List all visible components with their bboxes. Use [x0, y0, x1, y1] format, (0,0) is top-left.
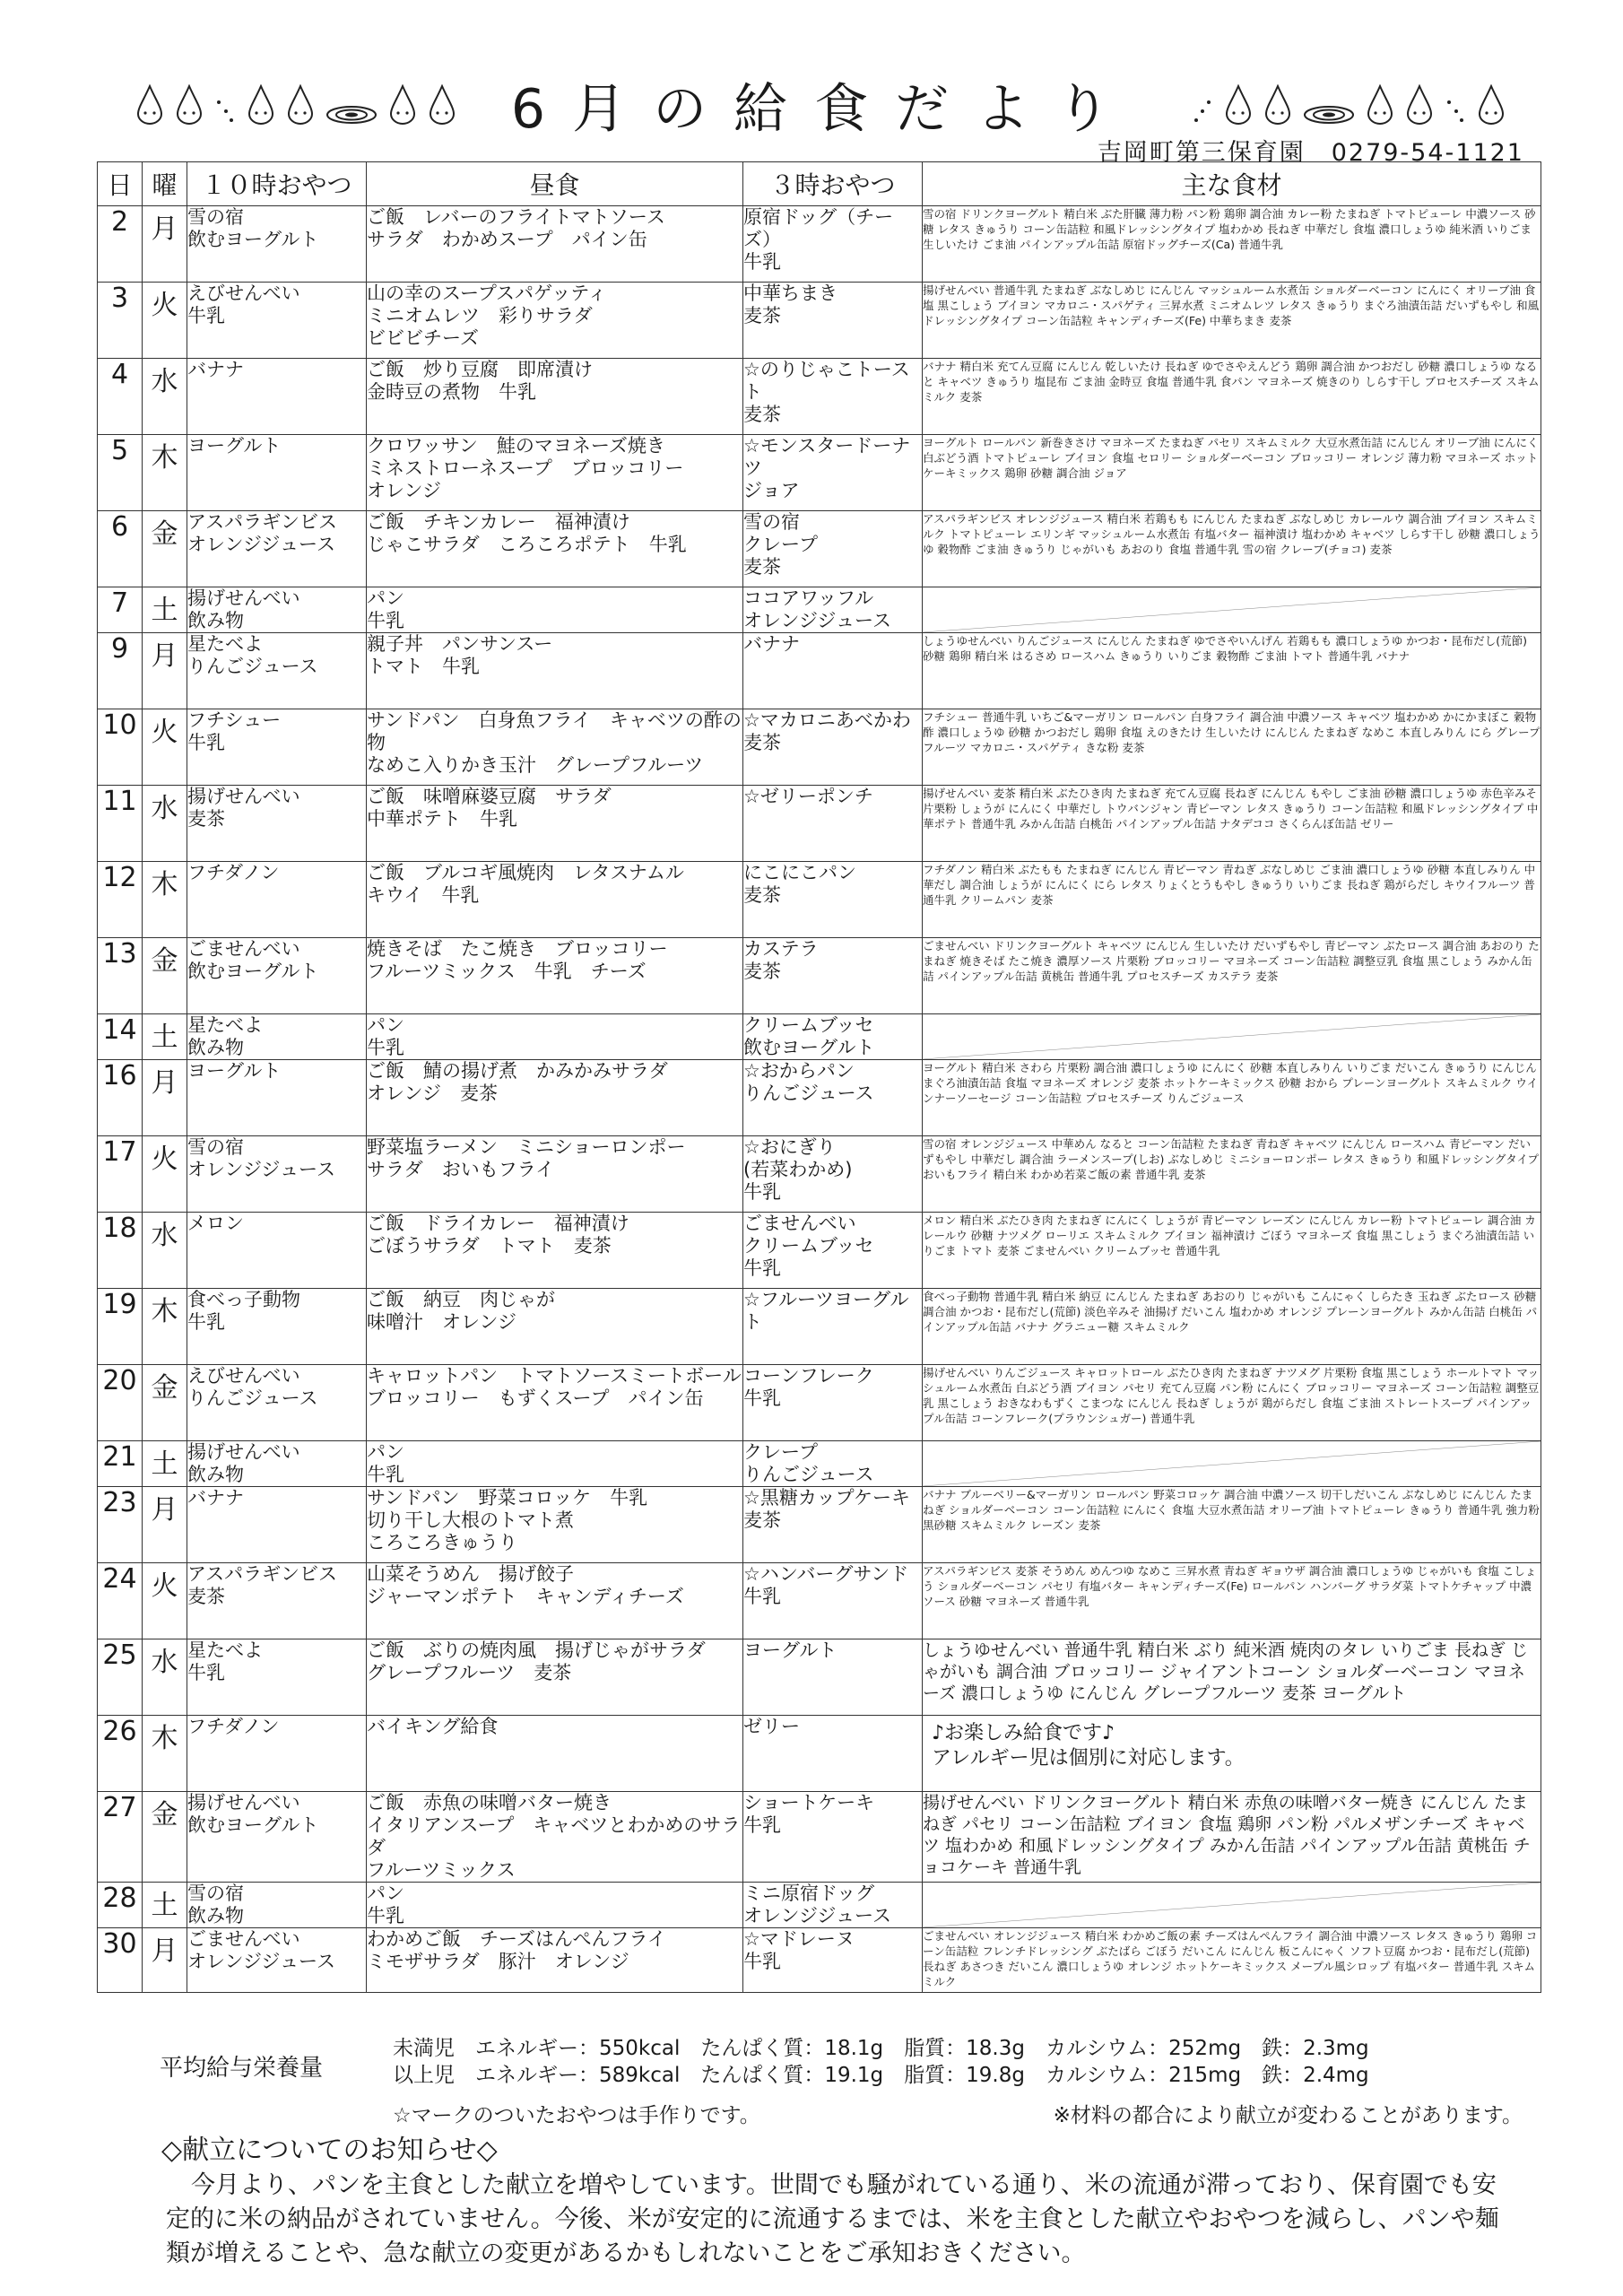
snack-pm-cell: ☆おにぎり (若菜わかめ) 牛乳	[743, 1136, 923, 1213]
day: 26	[98, 1716, 143, 1792]
snack-pm-cell: 原宿ドッグ（チーズ） 牛乳	[743, 206, 923, 283]
snack-am-cell: アスパラギンビス 麦茶	[187, 1563, 367, 1639]
snack-pm-cell: ☆モンスタードーナツ ジョア	[743, 435, 923, 511]
nutrition-block	[97, 2033, 1541, 2094]
table-row	[98, 1289, 1541, 1365]
ingredients-cell: ♪お楽しみ給食です♪ アレルギー児は個別に対応します。	[923, 1716, 1541, 1792]
table-row	[98, 587, 1541, 633]
ingredients-cell: ごませんべい ドリンクヨーグルト キャベツ にんじん 生しいたけ だいずもやし 青ピーマン ぶたロース 調合油 あおのり たまねぎ 焼きそば たこ焼き 濃厚ソース 片栗粉 ブロッコリー マヨネーズ コーン缶詰粒 調整豆乳 食塩 黒こしょう みかん缶詰 パインアップル缶詰 黄桃缶 普通牛乳 プロセスチーズ カステラ 麦茶	[923, 938, 1541, 1014]
lunch-cell: 親子丼 パンサンスー トマト 牛乳	[367, 633, 743, 709]
snack-pm-cell: ☆ゼリーポンチ	[743, 786, 923, 862]
header-snack-pm: ３時おやつ	[743, 162, 923, 206]
lunch-cell: ご飯 炒り豆腐 即席漬け 金時豆の煮物 牛乳	[367, 359, 743, 435]
header-dow: 曜	[143, 162, 187, 206]
lunch-cell: ご飯 鯖の揚げ煮 かみかみサラダ オレンジ 麦茶	[367, 1060, 743, 1136]
drop-face-icon	[1476, 84, 1506, 126]
dow: 月	[143, 633, 187, 709]
lunch-cell: ご飯 ブルコギ風焼肉 レタスナムル キウイ 牛乳	[367, 862, 743, 938]
lunch-cell: ご飯 味噌麻婆豆腐 サラダ 中華ポテト 牛乳	[367, 786, 743, 862]
header-lunch: 昼食	[367, 162, 743, 206]
snack-am-cell: ごませんべい 飲むヨーグルト	[187, 938, 367, 1014]
lunch-cell: キャロットパン トマトソースミートボール ブロッコリー もずくスープ パイン缶	[367, 1365, 743, 1441]
lunch-cell: ご飯 レバーのフライトマトソース サラダ わかめスープ パイン缶	[367, 206, 743, 283]
day: 13	[98, 938, 143, 1014]
day: 12	[98, 862, 143, 938]
table-row	[98, 1792, 1541, 1883]
table-row	[98, 862, 1541, 938]
snack-pm-cell: にこにこパン 麦茶	[743, 862, 923, 938]
day: 19	[98, 1289, 143, 1365]
snack-pm-cell: ココアワッフル オレンジジュース	[743, 587, 923, 633]
snack-am-cell: 雪の宿 飲み物	[187, 1883, 367, 1928]
day: 11	[98, 786, 143, 862]
day: 7	[98, 587, 143, 633]
snack-am-cell: アスパラギンビス オレンジジュース	[187, 511, 367, 587]
drop-face-icon	[1404, 84, 1435, 126]
lunch-cell: パン 牛乳	[367, 1441, 743, 1487]
sparkle-dots-icon	[213, 84, 237, 126]
notice-title: ◇献立についてのお知らせ◇	[161, 2135, 498, 2166]
dow: 火	[143, 283, 187, 359]
nutrition-values	[393, 2035, 1369, 2089]
nutrition-under: 未満児 エネルギー：550kcal たんぱく質：18.1g 脂質：18.3g カルシウム：252mg 鉄：2.3mg	[393, 2037, 1369, 2060]
day: 10	[98, 709, 143, 786]
lunch-cell: サンドパン 白身魚フライ キャベツの酢の物 なめこ入りかき玉汁 グレープフルーツ	[367, 709, 743, 786]
ingredients-cell: 揚げせんべい 麦茶 精白米 ぶたひき肉 たまねぎ 充てん豆腐 長ねぎ にんじん もやし ごま油 砂糖 濃口しょうゆ 赤色辛みそ 片栗粉 しょうが にんにく 中華だし トウバンジャン 青ピーマン レタス きゅうり コーン缶詰粒 和風ドレッシングタイプ 中華ポテト 普通牛乳 みかん缶詰 白桃缶 パインアップル缶詰 ナタデココ さくらんぼ缶詰 ゼリー	[923, 786, 1541, 862]
snack-pm-cell: ☆ハンバーグサンド 牛乳	[743, 1563, 923, 1639]
lunch-cell: パン 牛乳	[367, 587, 743, 633]
empty-ingredients-cell	[923, 587, 1541, 633]
snack-am-cell: えびせんべい りんごジュース	[187, 1365, 367, 1441]
snack-pm-cell: ショートケーキ 牛乳	[743, 1792, 923, 1883]
lunch-cell: クロワッサン 鮭のマヨネーズ焼き ミネストローネスープ ブロッコリー オレンジ	[367, 435, 743, 511]
lunch-cell: ご飯 納豆 肉じゃが 味噌汁 オレンジ	[367, 1289, 743, 1365]
dow: 月	[143, 1928, 187, 1993]
ingredients-cell: しょうゆせんべい りんごジュース にんじん たまねぎ ゆでさやいんげん 若鶏もも 濃口しょうゆ かつお・昆布だし(荒節) 砂糖 鶏卵 精白米 はるさめ ロースハム きゅうり いりごま 穀物酢 ごま油 トマト 普通牛乳 バナナ	[923, 633, 1541, 709]
empty-ingredients-cell	[923, 1883, 1541, 1928]
ingredients-cell: ごませんべい オレンジジュース 精白米 わかめご飯の素 チーズはんぺんフライ 調合油 中濃ソース レタス きゅうり 鶏卵 コーン缶詰粒 フレンチドレッシング ぶたばら ごぼう だいこん にんじん 板こんにゃく ソフト豆腐 かつお・昆布だし(荒節) 長ねぎ あさつき だいこん 濃口しょうゆ オレンジ ホットケーキミックス メープル風シロップ 有塩バター 普通牛乳 スキムミルク	[923, 1928, 1541, 1993]
snack-pm-cell: ☆マカロニあべかわ 麦茶	[743, 709, 923, 786]
day: 9	[98, 633, 143, 709]
dow: 火	[143, 1563, 187, 1639]
lunch-cell: 焼きそば たこ焼き ブロッコリー フルーツミックス 牛乳 チーズ	[367, 938, 743, 1014]
lunch-cell: ご飯 チキンカレー 福神漬け じゃこサラダ ころころポテト 牛乳	[367, 511, 743, 587]
day: 21	[98, 1441, 143, 1487]
dow: 水	[143, 1639, 187, 1716]
day: 23	[98, 1487, 143, 1563]
snack-pm-cell: コーンフレーク 牛乳	[743, 1365, 923, 1441]
snack-am-cell: えびせんべい 牛乳	[187, 283, 367, 359]
snack-pm-cell: 中華ちまき 麦茶	[743, 283, 923, 359]
dow: 金	[143, 511, 187, 587]
snack-pm-cell: ごませんべい クリームブッセ 牛乳	[743, 1213, 923, 1289]
dow: 金	[143, 1365, 187, 1441]
snack-am-cell: ヨーグルト	[187, 435, 367, 511]
diagonal-line-icon	[923, 1014, 1541, 1059]
drop-face-icon	[285, 84, 316, 126]
snack-am-cell: 食べっ子動物 牛乳	[187, 1289, 367, 1365]
day: 16	[98, 1060, 143, 1136]
table-row	[98, 1014, 1541, 1060]
snack-pm-cell: ゼリー	[743, 1716, 923, 1792]
right-decoration	[1191, 84, 1506, 126]
dow: 土	[143, 587, 187, 633]
day: 25	[98, 1639, 143, 1716]
lunch-cell: サンドパン 野菜コロッケ 牛乳 切り干し大根のトマト煮 ころころきゅうり	[367, 1487, 743, 1563]
snack-pm-cell: カステラ 麦茶	[743, 938, 923, 1014]
diagonal-line-icon	[923, 1883, 1541, 1927]
dow: 月	[143, 1060, 187, 1136]
dow: 金	[143, 938, 187, 1014]
dow: 土	[143, 1441, 187, 1487]
day: 3	[98, 283, 143, 359]
table-header-row	[98, 162, 1541, 206]
table-row	[98, 1883, 1541, 1928]
table-row	[98, 1213, 1541, 1289]
lunch-cell: ご飯 ぶりの焼肉風 揚げじゃがサラダ グレープフルーツ 麦茶	[367, 1639, 743, 1716]
table-row	[98, 1639, 1541, 1716]
table-row	[98, 1563, 1541, 1639]
snack-am-cell: フチダノン	[187, 862, 367, 938]
snack-pm-cell: ☆マドレーヌ 牛乳	[743, 1928, 923, 1993]
snack-am-cell: 星たべよ 牛乳	[187, 1639, 367, 1716]
header-snack-am: １０時おやつ	[187, 162, 367, 206]
snack-pm-cell: ヨーグルト	[743, 1639, 923, 1716]
school-contact: 吉岡町第三保育園 0279-54-1121	[1097, 139, 1524, 167]
day: 4	[98, 359, 143, 435]
dow: 火	[143, 709, 187, 786]
snack-pm-cell: ☆黒糖カップケーキ 麦茶	[743, 1487, 923, 1563]
table-row	[98, 1365, 1541, 1441]
table-row	[98, 1928, 1541, 1993]
dow: 火	[143, 1136, 187, 1213]
dow: 水	[143, 1213, 187, 1289]
table-row	[98, 511, 1541, 587]
drop-face-icon	[1223, 84, 1254, 126]
notice-body: 今月より、パンを主食とした献立を増やしています。世間でも騒がれている通り、米の流通が滞っており、保育園でも安定的に米の納品がされていません。今後、米が安定的に流通するまでは、米を主食とした献立やおやつを減らし、パンや麺類が増えることや、急な献立の変更があるかもしれないことをご承知おきください。	[166, 2171, 1499, 2267]
day: 27	[98, 1792, 143, 1883]
drop-face-icon	[427, 84, 457, 126]
table-row	[98, 435, 1541, 511]
lunch-cell: ご飯 ドライカレー 福神漬け ごぼうサラダ トマト 麦茶	[367, 1213, 743, 1289]
dow: 木	[143, 1289, 187, 1365]
snack-am-cell: 揚げせんべい 飲み物	[187, 587, 367, 633]
empty-ingredients-cell	[923, 1441, 1541, 1487]
snack-am-cell: 揚げせんべい 飲み物	[187, 1441, 367, 1487]
snack-am-cell: ヨーグルト	[187, 1060, 367, 1136]
snack-am-cell: 揚げせんべい 飲むヨーグルト	[187, 1792, 367, 1883]
dow: 金	[143, 1792, 187, 1883]
dow: 水	[143, 359, 187, 435]
snack-am-cell: バナナ	[187, 359, 367, 435]
ingredients-cell: アスパラギンビス 麦茶 そうめん めんつゆ なめこ 三昇水煮 青ねぎ ギョウザ 調合油 濃口しょうゆ じゃがいも 食塩 こしょう ショルダーベーコン パセリ 有塩バター キャンディチーズ(Fe) ロールパン ハンバーグ サラダ菜 トマトケチャップ 中濃ソース 砂糖 マヨネーズ 普通牛乳	[923, 1563, 1541, 1639]
dow: 木	[143, 1716, 187, 1792]
drop-face-icon	[387, 84, 418, 126]
day: 24	[98, 1563, 143, 1639]
day: 20	[98, 1365, 143, 1441]
snack-pm-cell: バナナ	[743, 633, 923, 709]
ingredients-cell: アスパラギンビス オレンジジュース 精白米 若鶏もも にんじん たまねぎ ぶなしめじ カレールウ 調合油 ブイヨン スキムミルク トマトピューレ エリンギ マッシュルーム水煮缶 有塩バター 福神漬け 塩わかめ キャベツ しらす干し 砂糖 濃口しょうゆ 穀物酢 ごま油 きゅうり じゃがいも あおのり 食塩 普通牛乳 雪の宿 クレープ(チョコ) 麦茶	[923, 511, 1541, 587]
dow: 水	[143, 786, 187, 862]
snack-am-cell: バナナ	[187, 1487, 367, 1563]
day: 6	[98, 511, 143, 587]
table-row	[98, 1441, 1541, 1487]
menu-body	[98, 206, 1541, 1993]
snack-pm-cell: クレープ りんごジュース	[743, 1441, 923, 1487]
empty-ingredients-cell	[923, 1014, 1541, 1060]
dow: 月	[143, 1487, 187, 1563]
day: 28	[98, 1883, 143, 1928]
snack-pm-cell: クリームブッセ 飲むヨーグルト	[743, 1014, 923, 1060]
ingredients-cell: 雪の宿 オレンジジュース 中華めん なると コーン缶詰粒 たまねぎ 青ねぎ キャベツ にんじん ロースハム 青ピーマン だいずもやし 中華だし 調合油 ラーメンスープ(しお) ぶなしめじ ミニショーロンポー レタス きゅうり 和風ドレッシングタイプ おいもフライ 精白米 わかめ若菜ご飯の素 普通牛乳 麦茶	[923, 1136, 1541, 1213]
menu-table	[97, 161, 1541, 1993]
table-row	[98, 938, 1541, 1014]
day: 18	[98, 1213, 143, 1289]
nutrition-label: 平均給与栄養量	[160, 2055, 324, 2082]
drop-face-icon	[1263, 84, 1293, 126]
day: 17	[98, 1136, 143, 1213]
ingredients-cell: 食べっ子動物 普通牛乳 精白米 納豆 にんじん たまねぎ あおのり じゃがいも こんにゃく しらたき 玉ねぎ ぶたロース 砂糖 調合油 かつお・昆布だし(荒節) 淡色辛みそ 油揚げ だいこん 塩わかめ オレンジ プレーンヨーグルト みかん缶詰 白桃缶 パインアップル缶詰 バナナ グラニュー糖 スキムミルク	[923, 1289, 1541, 1365]
snack-am-cell: ごませんべい オレンジジュース	[187, 1928, 367, 1993]
page-title: 6月の給食だより	[510, 78, 1138, 141]
dow: 月	[143, 206, 187, 283]
ripple-icon	[325, 84, 378, 126]
ingredients-cell: 揚げせんべい 普通牛乳 たまねぎ ぶなしめじ にんじん マッシュルーム水煮缶 ショルダーベーコン にんにく オリーブ油 食塩 黒こしょう ブイヨン マカロニ・スパゲティ 三昇水煮 ミニオムレツ レタス きゅうり まぐろ油漬缶詰 だいずもやし 和風ドレッシングタイプ コーン缶詰粒 キャンディチーズ(Fe) 中華ちまき 麦茶	[923, 283, 1541, 359]
ingredients-cell: 揚げせんべい ドリンクヨーグルト 精白米 赤魚の味噌バター焼き にんじん たまねぎ パセリ コーン缶詰粒 ブイヨン 食塩 鶏卵 パン粉 パルメザンチーズ キャベツ 塩わかめ 和風ドレッシングタイプ みかん缶詰 パインアップル缶詰 黄桃缶 チョコケーキ 普通牛乳	[923, 1792, 1541, 1883]
snack-am-cell: 揚げせんべい 麦茶	[187, 786, 367, 862]
snack-am-cell: フチダノン	[187, 1716, 367, 1792]
table-row	[98, 206, 1541, 283]
snack-am-cell: 雪の宿 オレンジジュース	[187, 1136, 367, 1213]
snack-am-cell: フチシュー 牛乳	[187, 709, 367, 786]
drop-face-icon	[174, 84, 204, 126]
drop-face-icon	[1365, 84, 1395, 126]
snack-pm-cell: ☆のりじゃこトースト 麦茶	[743, 359, 923, 435]
diagonal-line-icon	[923, 587, 1541, 632]
ingredients-cell: ヨーグルト 精白米 さわら 片栗粉 調合油 濃口しょうゆ にんにく 砂糖 本直しみりん いりごま だいこん きゅうり にんじん まぐろ油漬缶詰 食塩 マヨネーズ オレンジ 麦茶 ホットケーキミックス 砂糖 おから プレーンヨーグルト スキムミルク ウインナーソーセージ コーン缶詰粒 プロセスチーズ りんごジュース	[923, 1060, 1541, 1136]
lunch-cell: 野菜塩ラーメン ミニショーロンポー サラダ おいもフライ	[367, 1136, 743, 1213]
lunch-cell: パン 牛乳	[367, 1883, 743, 1928]
diagonal-line-icon	[923, 1441, 1541, 1486]
lunch-cell: パン 牛乳	[367, 1014, 743, 1060]
ingredients-cell: バナナ 精白米 充てん豆腐 にんじん 乾しいたけ 長ねぎ ゆでさやえんどう 鶏卵 調合油 かつおだし 砂糖 濃口しょうゆ なると キャベツ きゅうり 塩昆布 ごま油 金時豆 食塩 普通牛乳 食パン マヨネーズ 焼きのり しらす干し ブロセスチーズ スキムミルク 麦茶	[923, 359, 1541, 435]
change-note: ※材料の都合により献立が変わることがあります。	[1053, 2104, 1523, 2127]
ingredients-cell: 揚げせんべい りんごジュース キャロットロール ぶたひき肉 たまねぎ ナツメグ 片栗粉 食塩 黒こしょう ホールトマト マッシュルーム水煮缶 白ぶどう酒 ブイヨン パセリ 充てん豆腐 パン粉 にんにく ブロッコリー マヨネーズ コーン缶詰粒 調整豆乳 黒こしょう おきなわもずく こまつな にんじん 長ねぎ しょうが 鶏がらだし 食塩 ごま油 ストレートスープ パインアップル缶詰 コーンフレーク(プラウンシュガー) 普通牛乳	[923, 1365, 1541, 1441]
table-row	[98, 1716, 1541, 1792]
day: 14	[98, 1014, 143, 1060]
lunch-cell: ご飯 赤魚の味噌バター焼き イタリアンスープ キャベツとわかめのサラダ フルーツミックス	[367, 1792, 743, 1883]
table-row	[98, 786, 1541, 862]
ingredients-cell: しょうゆせんべい 普通牛乳 精白米 ぶり 純米酒 焼肉のタレ いりごま 長ねぎ じゃがいも 調合油 ブロッコリー ジャイアントコーン ショルダーベーコン マヨネーズ 濃口しょうゆ にんじん グレープフルーツ 麦茶 ヨーグルト	[923, 1639, 1541, 1716]
lunch-cell: わかめご飯 チーズはんぺんフライ ミモザサラダ 豚汁 オレンジ	[367, 1928, 743, 1993]
table-row	[98, 633, 1541, 709]
table-row	[98, 1136, 1541, 1213]
star-note: ☆マークのついたおやつは手作りです。	[393, 2104, 760, 2127]
snack-am-cell: 星たべよ 飲み物	[187, 1014, 367, 1060]
nutrition-over: 以上児 エネルギー：589kcal たんぱく質：19.1g 脂質：19.8g カルシウム：215mg 鉄：2.4mg	[393, 2064, 1369, 2087]
table-row	[98, 1487, 1541, 1563]
ingredients-cell: バナナ ブルーベリー&マーガリン ロールパン 野菜コロッケ 調合油 中濃ソース 切干しだいこん ぶなしめじ にんじん たまねぎ ショルダーベーコン コーン缶詰粒 にんにく 食塩 大豆水煮缶詰 オリーブ油 トマトピューレ きゅうり 普通牛乳 強力粉 黒砂糖 スキムミルク レーズン 麦茶	[923, 1487, 1541, 1563]
header-ingredients: 主な食材	[923, 162, 1541, 206]
ingredients-cell: フチシュー 普通牛乳 いちご&マーガリン ロールパン 白身フライ 調合油 中濃ソース キャベツ 塩わかめ かにかまぼこ 穀物酢 濃口しょうゆ 砂糖 かつおだし 鶏卵 食塩 えのきたけ 生しいたけ にんじん たまねぎ なめこ 本直しみりん にら グレープフルーツ マカロニ・スパゲティ きな粉 麦茶	[923, 709, 1541, 786]
lunch-cell: 山菜そうめん 揚げ餃子 ジャーマンポテト キャンディチーズ	[367, 1563, 743, 1639]
ingredients-cell: 雪の宿 ドリンクヨーグルト 精白米 ぶた肝臓 薄力粉 パン粉 鶏卵 調合油 カレー粉 たまねぎ トマトピューレ 中濃ソース 砂糖 レタス きゅうり コーン缶詰粒 和風ドレッシングタイプ 塩わかめ 長ねぎ 中華だし 食塩 濃口しょうゆ 純米酒 いりごま 生しいたけ ごま油 パインアップル缶詰 原宿ドッグチーズ(Ca) 普通牛乳	[923, 206, 1541, 283]
table-row	[98, 359, 1541, 435]
lunch-cell: バイキング給食	[367, 1716, 743, 1792]
header-day: 日	[98, 162, 143, 206]
table-row	[98, 1060, 1541, 1136]
snack-am-cell: 星たべよ りんごジュース	[187, 633, 367, 709]
table-row	[98, 283, 1541, 359]
dow: 木	[143, 862, 187, 938]
day: 30	[98, 1928, 143, 1993]
ingredients-cell: フチダノン 精白米 ぶたもも たまねぎ にんじん 青ピーマン 青ねぎ ぶなしめじ ごま油 濃口しょうゆ 砂糖 本直しみりん 中華だし 調合油 しょうが にんにく にら レタス りょくとうもやし きゅうり いりごま 長ねぎ 鶏がらだし キウイフルーツ 普通牛乳 クリームパン 麦茶	[923, 862, 1541, 938]
table-row	[98, 709, 1541, 786]
dow: 木	[143, 435, 187, 511]
dow: 土	[143, 1883, 187, 1928]
drop-face-icon	[135, 84, 165, 126]
snack-pm-cell: 雪の宿 クレープ 麦茶	[743, 511, 923, 587]
drop-face-icon	[246, 84, 276, 126]
snack-pm-cell: ミニ原宿ドッグ オレンジジュース	[743, 1883, 923, 1928]
snack-am-cell: 雪の宿 飲むヨーグルト	[187, 206, 367, 283]
lunch-cell: 山の幸のスープスパゲッティ ミニオムレツ 彩りサラダ ビビビチーズ	[367, 283, 743, 359]
sparkle-dots-icon	[1444, 84, 1467, 126]
sparkle-dots-icon	[1191, 84, 1214, 126]
dow: 土	[143, 1014, 187, 1060]
day: 5	[98, 435, 143, 511]
ripple-icon	[1302, 84, 1356, 126]
left-decoration	[135, 84, 457, 126]
ingredients-cell: メロン 精白米 ぶたひき肉 たまねぎ にんにく しょうが 青ピーマン レーズン にんじん カレー粉 トマトピューレ 調合油 カレールウ 砂糖 ナツメグ ローリエ スキムミルク ブイヨン 福神漬け ごぼう マヨネーズ 食塩 黒こしょう まぐろ油漬缶詰 いりごま トマト 麦茶 ごませんべい クリームブッセ 普通牛乳	[923, 1213, 1541, 1289]
day: 2	[98, 206, 143, 283]
snack-pm-cell: ☆おからパン りんごジュース	[743, 1060, 923, 1136]
ingredients-cell: ヨーグルト ロールパン 新巻きさけ マヨネーズ たまねぎ パセリ スキムミルク 大豆水煮缶詰 にんじん オリーブ油 にんにく 白ぶどう酒 トマトピューレ ブイヨン 食塩 セロリー ショルダーベーコン ブロッコリー オレンジ 薄力粉 マヨネーズ ホットケーキミックス 鶏卵 砂糖 調合油 ジョア	[923, 435, 1541, 511]
snack-am-cell: メロン	[187, 1213, 367, 1289]
snack-pm-cell: ☆フルーツヨーグルト	[743, 1289, 923, 1365]
